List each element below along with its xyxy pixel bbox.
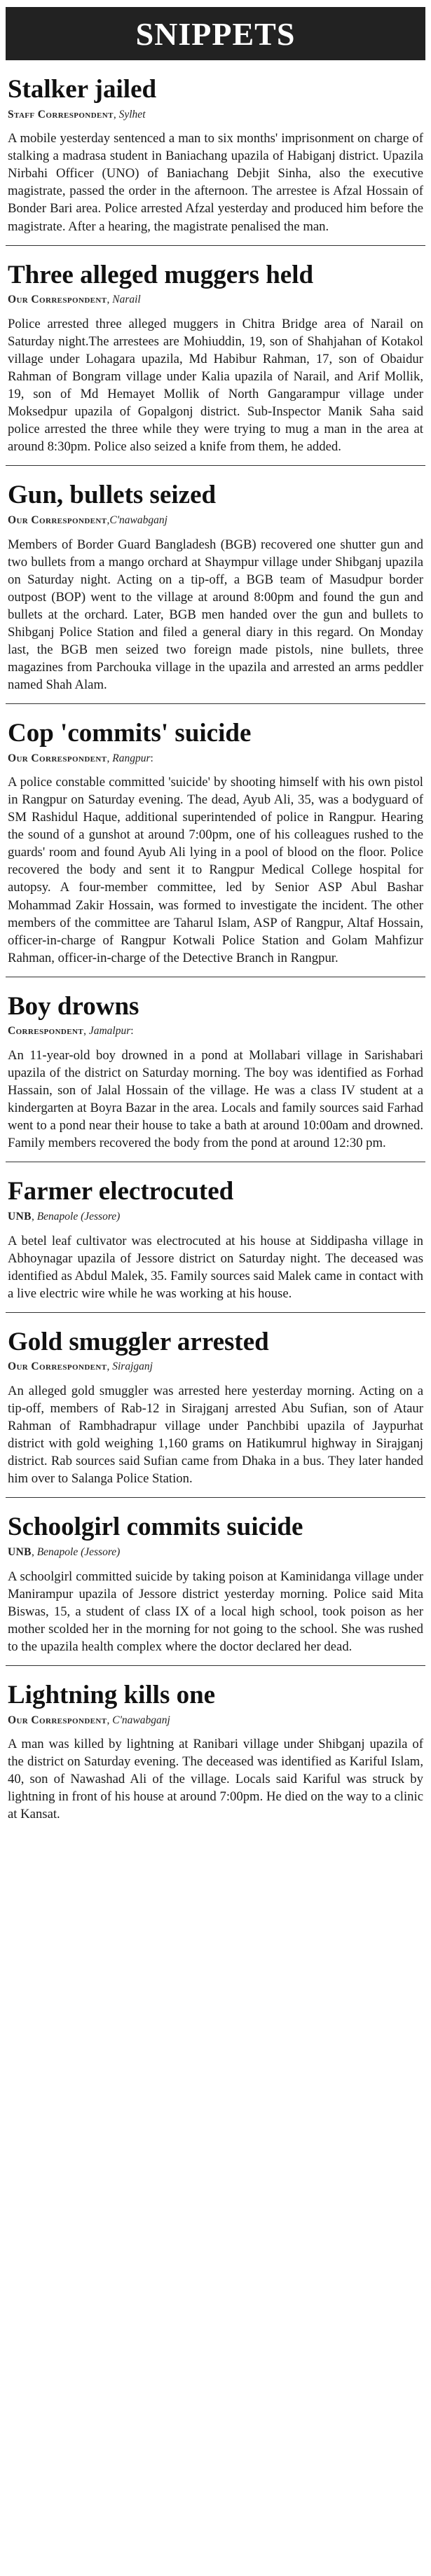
story-headline: Cop 'commits' suicide xyxy=(8,718,252,748)
news-story xyxy=(6,1513,425,1666)
story-body: A betel leaf cultivator was electrocuted at his house at Siddipasha village in Abhoynagar upazila of Jessore district on Saturday night. The deceased was identified as Abdul Malek, 35. Family sources said Malek came in contact with a live electric wire while he was working at his house. xyxy=(8,1233,423,1301)
news-story xyxy=(6,719,425,977)
news-story xyxy=(6,1681,425,1833)
story-body: An alleged gold smuggler was arrested here yesterday morning. Acting on a tip-off, members of Rab-12 in Sirajganj arrested Abu Sufian, son of Ataur Rahman of Rambhadrapur village under Panchbibi upazila of Jaypurhat district with gold weighing 1,160 grams on Hatikumrul highway in Sirajganj district. Rab sources said Sufian came from Dhaka in a bus. They later handed him over to Salanga Police Station. xyxy=(8,1384,423,1487)
story-byline: Our Correspondent, C'nawabganj xyxy=(8,1714,170,1726)
news-story xyxy=(6,993,425,1163)
byline-place: C'nawabganj xyxy=(109,514,167,526)
story-body: Police arrested three alleged muggers in Chitra Bridge area of Narail on Saturday night.The arrestees are Mohiuddin, 19, son of Shahjahan of Kotakol village under Lohagara upazila, Md Habibur Rahman, 17, son of Obaidur Rahman of Bongram village under Kalia upazila of Narail, and Arif Mollik, 19, son of Md Hemayet Mollik of North Gangarampur village under Moksedpur upazila of Gopalgonj district. Sub-Inspector Manik Saha said police arrested the three while they were trying to mug a man in the area at around 8:30pm. Police also seized a knife from them, he added. xyxy=(8,316,423,455)
news-story xyxy=(6,76,425,246)
byline-place: Rangpur xyxy=(112,752,151,764)
news-story xyxy=(6,481,425,704)
story-headline: Gun, bullets seized xyxy=(8,481,217,510)
byline-place: C'nawabganj xyxy=(112,1714,170,1726)
story-headline: Stalker jailed xyxy=(8,75,157,104)
section-banner: SNIPPETS xyxy=(6,7,425,60)
story-byline: UNB, Benapole (Jessore) xyxy=(8,1546,121,1558)
byline-author: Our Correspondent xyxy=(8,1714,107,1726)
byline-place: Sylhet xyxy=(118,108,146,120)
news-story xyxy=(6,1328,425,1499)
story-body: Members of Border Guard Bangladesh (BGB) recovered one shutter gun and two bullets from a mango orchard at Shaympur village under Shibganj upazila on Saturday night. Acting on a tip-off, a BGB team of Masudpur border outpost (BOP) went to the village at around 8:00pm and found the gun and bullets at the orchard. Later, BGB men handed over the gun and bullets to Shibganj Police Station and filed a general diary in this regard. On Monday last, the BGB men seized two foreign made pistols, nine bullets, three magazines from Parchouka village in the upazila and arrested an arms peddler named Shah Alam. xyxy=(8,537,423,692)
byline-author: UNB xyxy=(8,1546,32,1558)
byline-place: Narail xyxy=(112,294,141,306)
story-headline: Boy drowns xyxy=(8,991,139,1021)
story-byline: Correspondent, Jamalpur: xyxy=(8,1025,134,1038)
story-byline: Our Correspondent, Narail xyxy=(8,294,141,306)
byline-author: Our Correspondent xyxy=(8,294,107,306)
byline-author: UNB xyxy=(8,1210,32,1222)
story-headline: Lightning kills one xyxy=(8,1680,216,1709)
byline-place: Benapole (Jessore) xyxy=(36,1210,121,1222)
story-headline: Three alleged muggers held xyxy=(8,260,314,289)
byline-place: Jamalpur xyxy=(88,1025,131,1038)
story-body: An 11-year-old boy drowned in a pond at Mollabari village in Sarishabari upazila of the district on Saturday morning. The boy was identified as Forhad Hassain, son of Jalal Hossain of the village. He was a class IV student at a kindergarten at Boyra Bazar in the area. Locals and family sources said Farhad went to a pond near their house to take a bath at around 10:00am and drowned. Family members recovered the body from the pond at around 12:30 pm. xyxy=(8,1048,423,1151)
story-body: A mobile yesterday sentenced a man to six months' imprisonment on charge of stalking a madrasa student in Baniachang upazila of Habiganj district. Upazila Nirbahi Officer (UNO) of Baniachang Debjit Sinha, also the executive magistrate, passed the order in the afternoon. The arrestee is Afzal Hossain of Bonder Bari area. Police arrested Afzal yesterday and produced him before the magistrate. After a hearing, the magistrate penalised the man. xyxy=(8,131,423,234)
byline-author: Our Correspondent xyxy=(8,752,107,764)
news-story xyxy=(6,1178,425,1312)
byline-author: Staff Correspondent xyxy=(8,108,114,120)
story-byline: Staff Correspondent, Sylhet xyxy=(8,108,146,120)
story-body: A man was killed by lightning at Ranibari village under Shibganj upazila of the district on Saturday evening. The deceased was identified as Kariful Islam, 40, son of Nawashad Ali of the village. Locals said Kariful was struck by lightning in front of his house at around 7:00pm. He died on the way to a clinic at Kansat. xyxy=(8,1737,423,1822)
story-headline: Gold smuggler arrested xyxy=(8,1327,269,1356)
story-byline: Our Correspondent,C'nawabganj xyxy=(8,514,167,526)
story-byline: Our Correspondent, Rangpur: xyxy=(8,752,153,764)
byline-author: Correspondent xyxy=(8,1025,84,1038)
story-byline: Our Correspondent, Sirajganj xyxy=(8,1361,153,1373)
byline-author: Our Correspondent xyxy=(8,1361,107,1373)
story-headline: Farmer electrocuted xyxy=(8,1177,234,1206)
byline-place: Benapole (Jessore) xyxy=(36,1546,121,1558)
story-body: A schoolgirl committed suicide by taking poison at Kaminidanga village under Manirampur upazila of Jessore district yesterday morning. Police said Mita Biswas, 15, a student of class IX of a local high school, took poison as her mother scolded her in the morning for not going to the school. She was rushed to the upazila health complex where the doctor declared her dead. xyxy=(8,1569,423,1654)
story-body: A police constable committed 'suicide' by shooting himself with his own pistol in Rangpur on Saturday evening. The dead, Ayub Ali, 35, was a bodyguard of SM Rashidul Haque, additional superintended of police in Rangpur. Hearing the sound of a gunshot at around 7:00pm, one of his colleagues rushed to the guards' room and found Ayub Ali lying in a pool of blood on the floor. Police recovered the body and sent it to Rangpur Medical College hospital for autopsy. A four-member committee, led by Senior ASP Abul Bashar Mohammad Zakir Hossain, was formed to investigate the incident. The other members of the committee are Taharul Islam, ASP of Rangpur, Altaf Hossain, officer-in-charge of Rangpur Kotwali Police Station and Golam Mahfizur Rahman, officer-in-charge of the Detective Branch in Rangpur. xyxy=(8,775,423,965)
byline-place: Sirajganj xyxy=(112,1361,153,1373)
story-headline: Schoolgirl commits suicide xyxy=(8,1513,303,1542)
story-byline: UNB, Benapole (Jessore) xyxy=(8,1210,121,1222)
news-story xyxy=(6,261,425,467)
byline-author: Our Correspondent xyxy=(8,514,107,526)
